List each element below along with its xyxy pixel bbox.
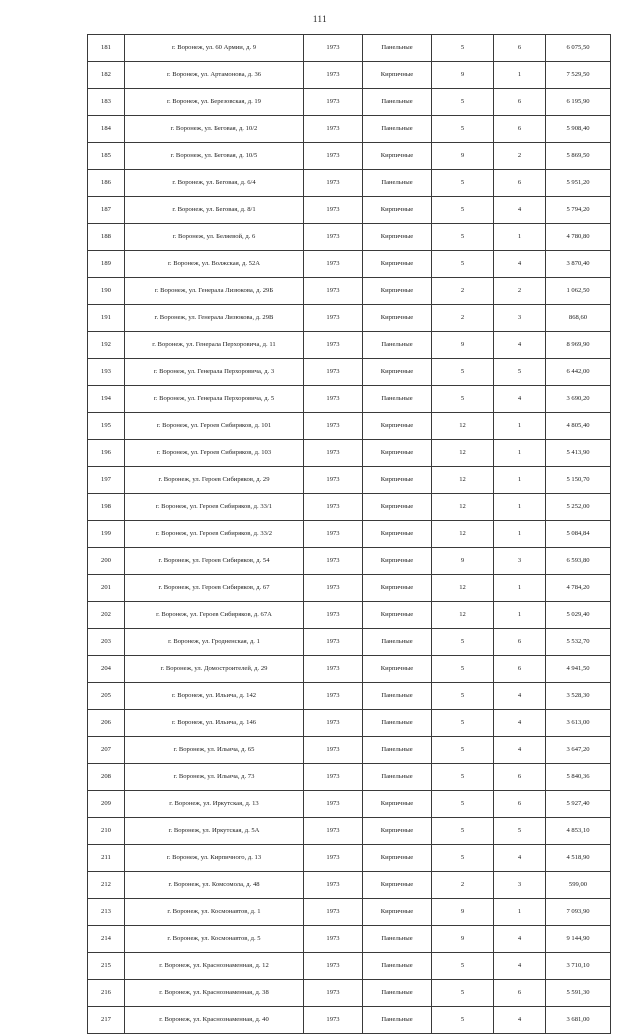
area-cell: 4 853,10	[546, 818, 611, 845]
area-cell: 3 870,40	[546, 251, 611, 278]
row-number-cell: 182	[88, 62, 125, 89]
row-number-cell: 215	[88, 953, 125, 980]
table-row	[88, 791, 611, 818]
table-row	[88, 980, 611, 1007]
wall-material-cell: Кирпичные	[363, 413, 432, 440]
area-cell: 5 840,36	[546, 764, 611, 791]
floors-cell: 5	[432, 683, 494, 710]
entrances-cell: 6	[494, 791, 546, 818]
table-row	[88, 818, 611, 845]
floors-cell: 5	[432, 89, 494, 116]
table-row	[88, 899, 611, 926]
address-cell: г. Воронеж, ул. Ильича, д. 73	[125, 764, 304, 791]
year-cell: 1973	[304, 548, 363, 575]
wall-material-cell: Кирпичные	[363, 467, 432, 494]
row-number-cell: 204	[88, 656, 125, 683]
address-cell: г. Воронеж, ул. Генерала Перхоровича, д. 11	[125, 332, 304, 359]
address-cell: г. Воронеж, ул. Березовская, д. 19	[125, 89, 304, 116]
row-number-cell: 205	[88, 683, 125, 710]
wall-material-cell: Кирпичные	[363, 359, 432, 386]
year-cell: 1973	[304, 845, 363, 872]
floors-cell: 12	[432, 602, 494, 629]
row-number-cell: 184	[88, 116, 125, 143]
entrances-cell: 1	[494, 602, 546, 629]
table-row	[88, 440, 611, 467]
row-number-cell: 186	[88, 170, 125, 197]
year-cell: 1973	[304, 413, 363, 440]
area-cell: 6 075,50	[546, 35, 611, 62]
area-cell: 3 647,20	[546, 737, 611, 764]
wall-material-cell: Панельные	[363, 116, 432, 143]
table-row	[88, 224, 611, 251]
year-cell: 1973	[304, 170, 363, 197]
address-cell: г. Воронеж, ул. Генерала Лизюкова, д. 29Б	[125, 278, 304, 305]
floors-cell: 12	[432, 575, 494, 602]
address-cell: г. Воронеж, ул. Волжская, д. 52А	[125, 251, 304, 278]
row-number-cell: 216	[88, 980, 125, 1007]
year-cell: 1973	[304, 818, 363, 845]
floors-cell: 9	[432, 926, 494, 953]
address-cell: г. Воронеж, ул. Гродненская, д. 1	[125, 629, 304, 656]
table-row	[88, 575, 611, 602]
wall-material-cell: Кирпичные	[363, 224, 432, 251]
year-cell: 1973	[304, 872, 363, 899]
area-cell: 3 690,20	[546, 386, 611, 413]
address-cell: г. Воронеж, ул. Генерала Перхоровича, д. 5	[125, 386, 304, 413]
address-cell: г. Воронеж, ул. Кирпичного, д. 13	[125, 845, 304, 872]
address-cell: г. Воронеж, ул. Краснознаменная, д. 38	[125, 980, 304, 1007]
area-cell: 6 593,80	[546, 548, 611, 575]
wall-material-cell: Кирпичные	[363, 791, 432, 818]
year-cell: 1973	[304, 899, 363, 926]
address-cell: г. Воронеж, ул. Космонавтов, д. 1	[125, 899, 304, 926]
row-number-cell: 202	[88, 602, 125, 629]
table-row	[88, 386, 611, 413]
row-number-cell: 181	[88, 35, 125, 62]
floors-cell: 5	[432, 953, 494, 980]
table-row	[88, 89, 611, 116]
area-cell: 599,00	[546, 872, 611, 899]
year-cell: 1973	[304, 575, 363, 602]
entrances-cell: 2	[494, 143, 546, 170]
wall-material-cell: Кирпичные	[363, 278, 432, 305]
wall-material-cell: Кирпичные	[363, 251, 432, 278]
year-cell: 1973	[304, 737, 363, 764]
row-number-cell: 200	[88, 548, 125, 575]
table-row	[88, 872, 611, 899]
row-number-cell: 213	[88, 899, 125, 926]
entrances-cell: 1	[494, 224, 546, 251]
entrances-cell: 2	[494, 278, 546, 305]
table-row	[88, 548, 611, 575]
address-cell: г. Воронеж, ул. Космонавтов, д. 5	[125, 926, 304, 953]
area-cell: 3 528,30	[546, 683, 611, 710]
area-cell: 4 518,90	[546, 845, 611, 872]
table-row	[88, 845, 611, 872]
row-number-cell: 196	[88, 440, 125, 467]
row-number-cell: 206	[88, 710, 125, 737]
registry-table-body	[88, 35, 611, 1034]
address-cell: г. Воронеж, ул. Героев Сибиряков, д. 103	[125, 440, 304, 467]
table-row	[88, 251, 611, 278]
row-number-cell: 185	[88, 143, 125, 170]
area-cell: 3 613,00	[546, 710, 611, 737]
table-row	[88, 710, 611, 737]
table-row	[88, 413, 611, 440]
wall-material-cell: Кирпичные	[363, 305, 432, 332]
entrances-cell: 4	[494, 197, 546, 224]
wall-material-cell: Кирпичные	[363, 845, 432, 872]
entrances-cell: 3	[494, 872, 546, 899]
year-cell: 1973	[304, 62, 363, 89]
year-cell: 1973	[304, 224, 363, 251]
year-cell: 1973	[304, 980, 363, 1007]
address-cell: г. Воронеж, ул. Генерала Перхоровича, д. 3	[125, 359, 304, 386]
floors-cell: 2	[432, 872, 494, 899]
area-cell: 5 252,00	[546, 494, 611, 521]
entrances-cell: 6	[494, 89, 546, 116]
year-cell: 1973	[304, 764, 363, 791]
wall-material-cell: Кирпичные	[363, 656, 432, 683]
year-cell: 1973	[304, 710, 363, 737]
entrances-cell: 4	[494, 1007, 546, 1034]
floors-cell: 5	[432, 386, 494, 413]
row-number-cell: 183	[88, 89, 125, 116]
address-cell: г. Воронеж, ул. Иркутская, д. 13	[125, 791, 304, 818]
year-cell: 1973	[304, 521, 363, 548]
area-cell: 8 969,90	[546, 332, 611, 359]
area-cell: 7 529,50	[546, 62, 611, 89]
address-cell: г. Воронеж, ул. Беговая, д. 6/4	[125, 170, 304, 197]
row-number-cell: 187	[88, 197, 125, 224]
year-cell: 1973	[304, 1007, 363, 1034]
row-number-cell: 203	[88, 629, 125, 656]
area-cell: 5 869,50	[546, 143, 611, 170]
table-row	[88, 62, 611, 89]
address-cell: г. Воронеж, ул. Ильича, д. 146	[125, 710, 304, 737]
floors-cell: 5	[432, 791, 494, 818]
year-cell: 1973	[304, 602, 363, 629]
row-number-cell: 191	[88, 305, 125, 332]
area-cell: 9 144,90	[546, 926, 611, 953]
floors-cell: 5	[432, 170, 494, 197]
table-row	[88, 143, 611, 170]
address-cell: г. Воронеж, ул. Иркутская, д. 5А	[125, 818, 304, 845]
row-number-cell: 208	[88, 764, 125, 791]
wall-material-cell: Панельные	[363, 89, 432, 116]
floors-cell: 5	[432, 656, 494, 683]
entrances-cell: 6	[494, 764, 546, 791]
year-cell: 1973	[304, 116, 363, 143]
entrances-cell: 6	[494, 629, 546, 656]
wall-material-cell: Панельные	[363, 170, 432, 197]
year-cell: 1973	[304, 89, 363, 116]
address-cell: г. Воронеж, ул. Ильича, д. 65	[125, 737, 304, 764]
row-number-cell: 192	[88, 332, 125, 359]
year-cell: 1973	[304, 332, 363, 359]
area-cell: 6 195,90	[546, 89, 611, 116]
row-number-cell: 188	[88, 224, 125, 251]
year-cell: 1973	[304, 251, 363, 278]
floors-cell: 5	[432, 737, 494, 764]
address-cell: г. Воронеж, ул. Беляевой, д. 6	[125, 224, 304, 251]
floors-cell: 9	[432, 143, 494, 170]
entrances-cell: 4	[494, 710, 546, 737]
wall-material-cell: Панельные	[363, 926, 432, 953]
floors-cell: 12	[432, 440, 494, 467]
year-cell: 1973	[304, 440, 363, 467]
entrances-cell: 1	[494, 899, 546, 926]
floors-cell: 5	[432, 1007, 494, 1034]
entrances-cell: 1	[494, 575, 546, 602]
row-number-cell: 210	[88, 818, 125, 845]
entrances-cell: 1	[494, 440, 546, 467]
floors-cell: 5	[432, 764, 494, 791]
housing-registry-table	[87, 34, 611, 1034]
area-cell: 5 029,40	[546, 602, 611, 629]
area-cell: 4 941,50	[546, 656, 611, 683]
row-number-cell: 198	[88, 494, 125, 521]
floors-cell: 12	[432, 521, 494, 548]
wall-material-cell: Кирпичные	[363, 494, 432, 521]
floors-cell: 9	[432, 899, 494, 926]
floors-cell: 12	[432, 494, 494, 521]
area-cell: 3 710,10	[546, 953, 611, 980]
wall-material-cell: Панельные	[363, 683, 432, 710]
area-cell: 5 413,90	[546, 440, 611, 467]
floors-cell: 9	[432, 62, 494, 89]
address-cell: г. Воронеж, ул. Героев Сибиряков, д. 67А	[125, 602, 304, 629]
entrances-cell: 4	[494, 332, 546, 359]
floors-cell: 5	[432, 845, 494, 872]
address-cell: г. Воронеж, ул. Краснознаменная, д. 12	[125, 953, 304, 980]
address-cell: г. Воронеж, ул. Краснознаменная, д. 40	[125, 1007, 304, 1034]
table-row	[88, 170, 611, 197]
area-cell: 5 927,40	[546, 791, 611, 818]
area-cell: 5 150,70	[546, 467, 611, 494]
address-cell: г. Воронеж, ул. Домостроителей, д. 29	[125, 656, 304, 683]
table-row	[88, 737, 611, 764]
entrances-cell: 5	[494, 818, 546, 845]
wall-material-cell: Панельные	[363, 953, 432, 980]
table-row	[88, 521, 611, 548]
address-cell: г. Воронеж, ул. Героев Сибиряков, д. 67	[125, 575, 304, 602]
address-cell: г. Воронеж, ул. Героев Сибиряков, д. 54	[125, 548, 304, 575]
entrances-cell: 1	[494, 62, 546, 89]
year-cell: 1973	[304, 791, 363, 818]
address-cell: г. Воронеж, ул. Героев Сибиряков, д. 29	[125, 467, 304, 494]
area-cell: 4 805,40	[546, 413, 611, 440]
wall-material-cell: Кирпичные	[363, 197, 432, 224]
address-cell: г. Воронеж, ул. Генерала Лизюкова, д. 29В	[125, 305, 304, 332]
wall-material-cell: Панельные	[363, 710, 432, 737]
entrances-cell: 3	[494, 548, 546, 575]
year-cell: 1973	[304, 494, 363, 521]
row-number-cell: 195	[88, 413, 125, 440]
row-number-cell: 214	[88, 926, 125, 953]
wall-material-cell: Кирпичные	[363, 548, 432, 575]
floors-cell: 5	[432, 224, 494, 251]
address-cell: г. Воронеж, ул. 60 Армии, д. 9	[125, 35, 304, 62]
table-row	[88, 278, 611, 305]
year-cell: 1973	[304, 197, 363, 224]
wall-material-cell: Кирпичные	[363, 872, 432, 899]
floors-cell: 5	[432, 35, 494, 62]
floors-cell: 5	[432, 251, 494, 278]
area-cell: 3 681,00	[546, 1007, 611, 1034]
area-cell: 4 784,20	[546, 575, 611, 602]
area-cell: 1 062,50	[546, 278, 611, 305]
row-number-cell: 209	[88, 791, 125, 818]
floors-cell: 5	[432, 359, 494, 386]
entrances-cell: 1	[494, 494, 546, 521]
table-row	[88, 602, 611, 629]
address-cell: г. Воронеж, ул. Беговая, д. 10/2	[125, 116, 304, 143]
table-row	[88, 467, 611, 494]
area-cell: 5 951,20	[546, 170, 611, 197]
address-cell: г. Воронеж, ул. Беговая, д. 8/1	[125, 197, 304, 224]
table-row	[88, 764, 611, 791]
area-cell: 5 532,70	[546, 629, 611, 656]
year-cell: 1973	[304, 656, 363, 683]
area-cell: 4 780,80	[546, 224, 611, 251]
table-row	[88, 35, 611, 62]
entrances-cell: 4	[494, 251, 546, 278]
wall-material-cell: Кирпичные	[363, 818, 432, 845]
address-cell: г. Воронеж, ул. Беговая, д. 10/5	[125, 143, 304, 170]
area-cell: 5 908,40	[546, 116, 611, 143]
floors-cell: 5	[432, 710, 494, 737]
wall-material-cell: Панельные	[363, 1007, 432, 1034]
entrances-cell: 1	[494, 467, 546, 494]
area-cell: 5 084,84	[546, 521, 611, 548]
row-number-cell: 217	[88, 1007, 125, 1034]
wall-material-cell: Кирпичные	[363, 143, 432, 170]
year-cell: 1973	[304, 359, 363, 386]
year-cell: 1973	[304, 629, 363, 656]
table-row	[88, 1007, 611, 1034]
entrances-cell: 6	[494, 656, 546, 683]
year-cell: 1973	[304, 467, 363, 494]
address-cell: г. Воронеж, ул. Героев Сибиряков, д. 33/2	[125, 521, 304, 548]
row-number-cell: 197	[88, 467, 125, 494]
wall-material-cell: Панельные	[363, 764, 432, 791]
floors-cell: 5	[432, 980, 494, 1007]
wall-material-cell: Панельные	[363, 332, 432, 359]
table-row	[88, 332, 611, 359]
wall-material-cell: Панельные	[363, 737, 432, 764]
table-row	[88, 359, 611, 386]
area-cell: 6 442,00	[546, 359, 611, 386]
floors-cell: 9	[432, 332, 494, 359]
table-row	[88, 305, 611, 332]
floors-cell: 2	[432, 278, 494, 305]
row-number-cell: 201	[88, 575, 125, 602]
entrances-cell: 1	[494, 413, 546, 440]
entrances-cell: 6	[494, 116, 546, 143]
table-row	[88, 656, 611, 683]
entrances-cell: 1	[494, 521, 546, 548]
area-cell: 5 794,20	[546, 197, 611, 224]
table-row	[88, 926, 611, 953]
year-cell: 1973	[304, 926, 363, 953]
floors-cell: 2	[432, 305, 494, 332]
year-cell: 1973	[304, 305, 363, 332]
entrances-cell: 4	[494, 737, 546, 764]
year-cell: 1973	[304, 143, 363, 170]
floors-cell: 5	[432, 818, 494, 845]
entrances-cell: 6	[494, 35, 546, 62]
row-number-cell: 207	[88, 737, 125, 764]
year-cell: 1973	[304, 35, 363, 62]
wall-material-cell: Кирпичные	[363, 602, 432, 629]
entrances-cell: 4	[494, 683, 546, 710]
area-cell: 7 093,90	[546, 899, 611, 926]
entrances-cell: 3	[494, 305, 546, 332]
table-row	[88, 683, 611, 710]
year-cell: 1973	[304, 386, 363, 413]
row-number-cell: 193	[88, 359, 125, 386]
row-number-cell: 212	[88, 872, 125, 899]
wall-material-cell: Панельные	[363, 35, 432, 62]
wall-material-cell: Кирпичные	[363, 521, 432, 548]
entrances-cell: 5	[494, 359, 546, 386]
entrances-cell: 6	[494, 170, 546, 197]
table-row	[88, 116, 611, 143]
wall-material-cell: Кирпичные	[363, 62, 432, 89]
address-cell: г. Воронеж, ул. Героев Сибиряков, д. 101	[125, 413, 304, 440]
wall-material-cell: Кирпичные	[363, 440, 432, 467]
year-cell: 1973	[304, 278, 363, 305]
wall-material-cell: Панельные	[363, 386, 432, 413]
wall-material-cell: Кирпичные	[363, 575, 432, 602]
address-cell: г. Воронеж, ул. Артамонова, д. 36	[125, 62, 304, 89]
row-number-cell: 190	[88, 278, 125, 305]
page-number: 111	[312, 14, 328, 24]
year-cell: 1973	[304, 683, 363, 710]
entrances-cell: 4	[494, 926, 546, 953]
row-number-cell: 199	[88, 521, 125, 548]
row-number-cell: 211	[88, 845, 125, 872]
entrances-cell: 6	[494, 980, 546, 1007]
area-cell: 5 591,30	[546, 980, 611, 1007]
address-cell: г. Воронеж, ул. Комсомола, д. 48	[125, 872, 304, 899]
entrances-cell: 4	[494, 845, 546, 872]
wall-material-cell: Кирпичные	[363, 899, 432, 926]
table-row	[88, 197, 611, 224]
row-number-cell: 189	[88, 251, 125, 278]
table-row	[88, 629, 611, 656]
table-row	[88, 494, 611, 521]
wall-material-cell: Панельные	[363, 980, 432, 1007]
floors-cell: 5	[432, 116, 494, 143]
address-cell: г. Воронеж, ул. Героев Сибиряков, д. 33/1	[125, 494, 304, 521]
year-cell: 1973	[304, 953, 363, 980]
address-cell: г. Воронеж, ул. Ильича, д. 142	[125, 683, 304, 710]
floors-cell: 12	[432, 413, 494, 440]
entrances-cell: 4	[494, 953, 546, 980]
area-cell: 868,60	[546, 305, 611, 332]
floors-cell: 9	[432, 548, 494, 575]
row-number-cell: 194	[88, 386, 125, 413]
floors-cell: 5	[432, 197, 494, 224]
floors-cell: 5	[432, 629, 494, 656]
wall-material-cell: Панельные	[363, 629, 432, 656]
table-row	[88, 953, 611, 980]
floors-cell: 12	[432, 467, 494, 494]
entrances-cell: 4	[494, 386, 546, 413]
